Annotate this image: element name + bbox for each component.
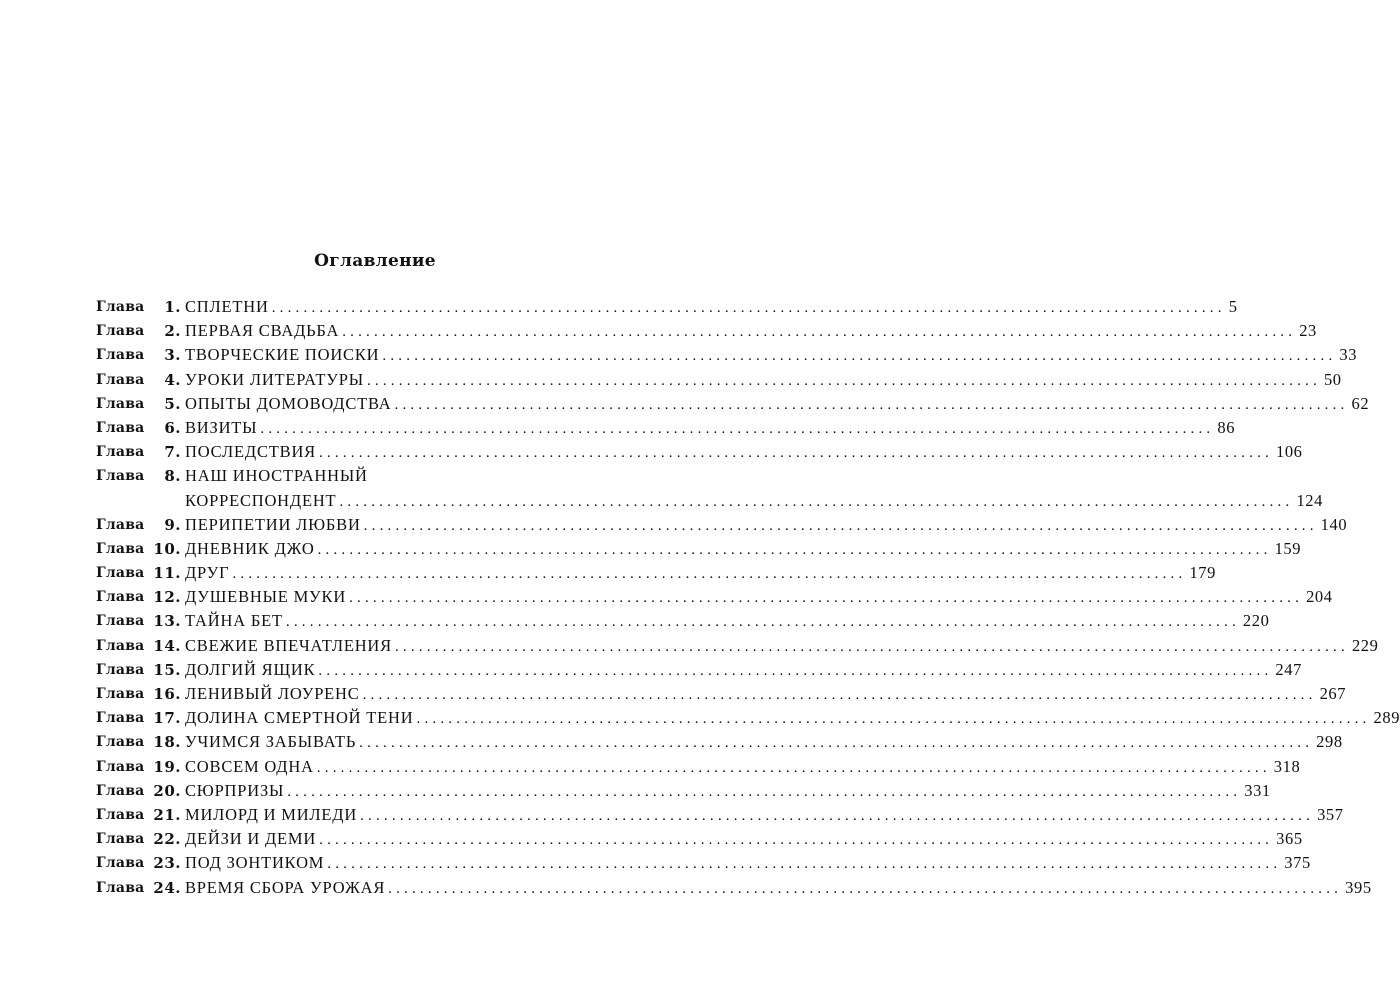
toc-entry[interactable] (96, 634, 1379, 658)
toc-entry[interactable] (96, 295, 1238, 319)
toc-entry[interactable] (96, 803, 1344, 827)
chapter-word: Глава (96, 565, 145, 582)
chapter-number: 18. (153, 733, 181, 752)
chapter-word: Глава (96, 734, 145, 751)
chapter-title: ДРУГ (185, 563, 230, 583)
dot-leader: ........................................................................................................................ (327, 856, 1282, 873)
chapter-number: 20. (153, 781, 181, 800)
chapter-title: ВРЕМЯ СБОРА УРОЖАЯ (185, 877, 386, 897)
page-number: 159 (1274, 538, 1302, 558)
chapter-title: УРОКИ ЛИТЕРАТУРЫ (185, 369, 364, 389)
chapter-word: Глава (96, 540, 145, 557)
dot-leader: ........................................................................................................................ (388, 880, 1343, 897)
page-number: 331 (1244, 780, 1271, 800)
chapter-word: Глава (96, 299, 145, 315)
toc-entry[interactable] (96, 706, 1400, 730)
page-number: 106 (1275, 442, 1303, 462)
chapter-title: ТАЙНА БЕТ (185, 611, 283, 631)
chapter-word: Глава (96, 686, 145, 703)
page-number: 267 (1319, 684, 1347, 704)
chapter-number: 7. (164, 443, 181, 462)
chapter-title: ДОЛИНА СМЕРТНОЙ ТЕНИ (185, 708, 414, 728)
page-number: 298 (1316, 732, 1343, 752)
toc-entry[interactable] (96, 513, 1348, 537)
chapter-word: Глава (96, 879, 145, 896)
chapter-title: ДНЕВНИК ДЖО (185, 538, 315, 558)
chapter-title: ДЕЙЗИ И ДЕМИ (185, 829, 317, 849)
toc-entry[interactable] (96, 682, 1347, 706)
chapter-title: СЮРПРИЗЫ (185, 780, 285, 800)
chapter-title: УЧИМСЯ ЗАБЫВАТЬ (185, 732, 357, 752)
toc-entry[interactable] (96, 585, 1333, 609)
toc-entry[interactable] (96, 755, 1301, 779)
dot-leader: ........................................................................................................................ (339, 493, 1294, 510)
chapter-number: 4. (164, 370, 181, 389)
page-number: 375 (1284, 853, 1311, 873)
dot-leader: ........................................................................................................................ (363, 517, 1318, 534)
chapter-title: ТВОРЧЕСКИЕ ПОИСКИ (185, 345, 380, 365)
page-title: Оглавление (314, 251, 436, 271)
page-number: 23 (1299, 321, 1317, 341)
dot-leader: ........................................................................................................................ (382, 348, 1337, 365)
chapter-word: Глава (96, 831, 145, 848)
chapter-number: 21. (153, 805, 181, 824)
dot-leader: ........................................................................................................................ (232, 566, 1187, 583)
dot-leader: ........................................................................................................................ (366, 372, 1321, 389)
chapter-word: Глава (96, 419, 145, 436)
chapter-word: Глава (96, 782, 145, 799)
chapter-number: 10. (153, 539, 181, 558)
chapter-title: ПОД ЗОНТИКОМ (185, 853, 325, 873)
dot-leader: ........................................................................................................................ (359, 735, 1314, 752)
chapter-title: ЛЕНИВЫЙ ЛОУРЕНС (185, 684, 360, 704)
chapter-number: 23. (153, 854, 181, 873)
chapter-word: Глава (96, 613, 145, 630)
chapter-number: 13. (153, 612, 181, 631)
chapter-number: 9. (164, 515, 181, 534)
page-number: 220 (1242, 611, 1270, 631)
dot-leader: ........................................................................................................................ (318, 445, 1273, 462)
page-number: 50 (1323, 369, 1342, 389)
chapter-title: СВЕЖИЕ ВПЕЧАТЛЕНИЯ (185, 635, 392, 655)
toc-entry[interactable] (96, 876, 1372, 900)
chapter-title: МИЛОРД И МИЛЕДИ (185, 804, 358, 824)
page-number: 289 (1373, 708, 1400, 728)
chapter-number: 12. (153, 588, 181, 607)
chapter-number: 19. (153, 757, 181, 776)
chapter-number: 1. (164, 298, 181, 316)
chapter-word: Глава (96, 468, 145, 485)
chapter-number: 17. (153, 709, 181, 728)
chapter-number: 16. (153, 685, 181, 704)
chapter-title: КОРРЕСПОНДЕНТ (185, 490, 337, 510)
toc-entry[interactable] (96, 440, 1303, 464)
page-number: 395 (1345, 877, 1372, 897)
chapter-title: ПЕРВАЯ СВАДЬБА (185, 321, 340, 341)
toc-entry[interactable] (96, 416, 1236, 440)
toc-entry[interactable] (96, 392, 1370, 416)
toc-entry[interactable] (96, 658, 1302, 682)
dot-leader: ........................................................................................................................ (416, 711, 1371, 728)
chapter-word: Глава (96, 323, 145, 340)
chapter-word: Глава (96, 516, 145, 533)
chapter-title: ВИЗИТЫ (185, 417, 258, 437)
page-number: 365 (1276, 829, 1303, 849)
toc-entry[interactable] (96, 779, 1271, 803)
toc-entry[interactable] (96, 319, 1317, 343)
page-number: 124 (1296, 490, 1323, 510)
chapter-word: Глава (96, 661, 145, 678)
chapter-word: Глава (96, 347, 145, 364)
page-number: 318 (1273, 756, 1301, 776)
dot-leader: ........................................................................................................................ (260, 420, 1215, 437)
chapter-number: 2. (164, 322, 181, 341)
dot-leader: ........................................................................................................................ (342, 324, 1297, 341)
chapter-title: НАШ ИНОСТРАННЫЙ (185, 466, 368, 486)
chapter-number: 14. (153, 636, 181, 655)
chapter-number: 15. (153, 660, 181, 679)
chapter-title: ДУШЕВНЫЕ МУКИ (185, 587, 347, 607)
chapter-word: Глава (96, 855, 145, 872)
chapter-title: СПЛЕТНИ (185, 297, 269, 316)
toc-entry[interactable] (96, 827, 1303, 851)
page-number: 5 (1228, 297, 1238, 316)
chapter-number: 6. (164, 418, 181, 437)
page-number: 62 (1351, 393, 1370, 413)
toc-entry[interactable] (96, 851, 1311, 875)
chapter-word: Глава (96, 444, 145, 461)
chapter-word: Глава (96, 710, 145, 727)
dot-leader: ........................................................................................................................ (360, 807, 1315, 824)
page-number: 247 (1275, 659, 1302, 679)
dot-leader: ........................................................................................................................ (394, 396, 1349, 413)
chapter-title: ПЕРИПЕТИИ ЛЮБВИ (185, 514, 361, 534)
toc-entry[interactable] (96, 537, 1302, 561)
dot-leader: ........................................................................................................................ (349, 590, 1304, 607)
page-number: 229 (1351, 635, 1379, 655)
dot-leader: ........................................................................................................................ (319, 832, 1274, 849)
page-number: 357 (1317, 804, 1344, 824)
toc-entry[interactable] (96, 368, 1342, 392)
page-number: 86 (1217, 417, 1236, 437)
chapter-number: 8. (164, 467, 181, 486)
chapter-number: 5. (164, 394, 181, 413)
chapter-word: Глава (96, 589, 145, 606)
dot-leader: ........................................................................................................................ (285, 614, 1240, 631)
chapter-title: ПОСЛЕДСТВИЯ (185, 442, 316, 462)
chapter-number: 3. (164, 346, 181, 365)
dot-leader: ........................................................................................................................ (394, 638, 1349, 655)
page-number: 33 (1339, 345, 1358, 365)
page-number: 204 (1306, 587, 1333, 607)
dot-leader: ........................................................................................................................ (271, 300, 1226, 316)
chapter-word: Глава (96, 371, 145, 388)
toc-entry[interactable] (96, 609, 1270, 633)
toc-entry[interactable] (96, 561, 1217, 585)
chapter-number: 22. (153, 830, 181, 849)
table-of-contents (96, 295, 1400, 900)
chapter-title: ОПЫТЫ ДОМОВОДСТВА (185, 393, 392, 413)
chapter-word: Глава (96, 395, 145, 412)
dot-leader: ........................................................................................................................ (316, 759, 1271, 776)
chapter-number: 24. (153, 878, 181, 897)
dot-leader: ........................................................................................................................ (287, 783, 1242, 800)
page-number: 140 (1320, 514, 1348, 534)
chapter-word: Глава (96, 806, 145, 823)
chapter-title: СОВСЕМ ОДНА (185, 756, 314, 776)
dot-leader: ........................................................................................................................ (318, 662, 1273, 679)
dot-leader: ........................................................................................................................ (362, 687, 1317, 704)
chapter-word: Глава (96, 637, 145, 654)
dot-leader: ........................................................................................................................ (317, 541, 1272, 558)
chapter-title: ДОЛГИЙ ЯЩИК (185, 659, 316, 679)
toc-entry[interactable] (96, 730, 1343, 754)
chapter-word: Глава (96, 758, 145, 775)
toc-entry[interactable] (96, 464, 1323, 512)
page-number: 179 (1189, 563, 1217, 583)
toc-entry[interactable] (96, 343, 1358, 367)
chapter-number: 11. (153, 564, 181, 583)
